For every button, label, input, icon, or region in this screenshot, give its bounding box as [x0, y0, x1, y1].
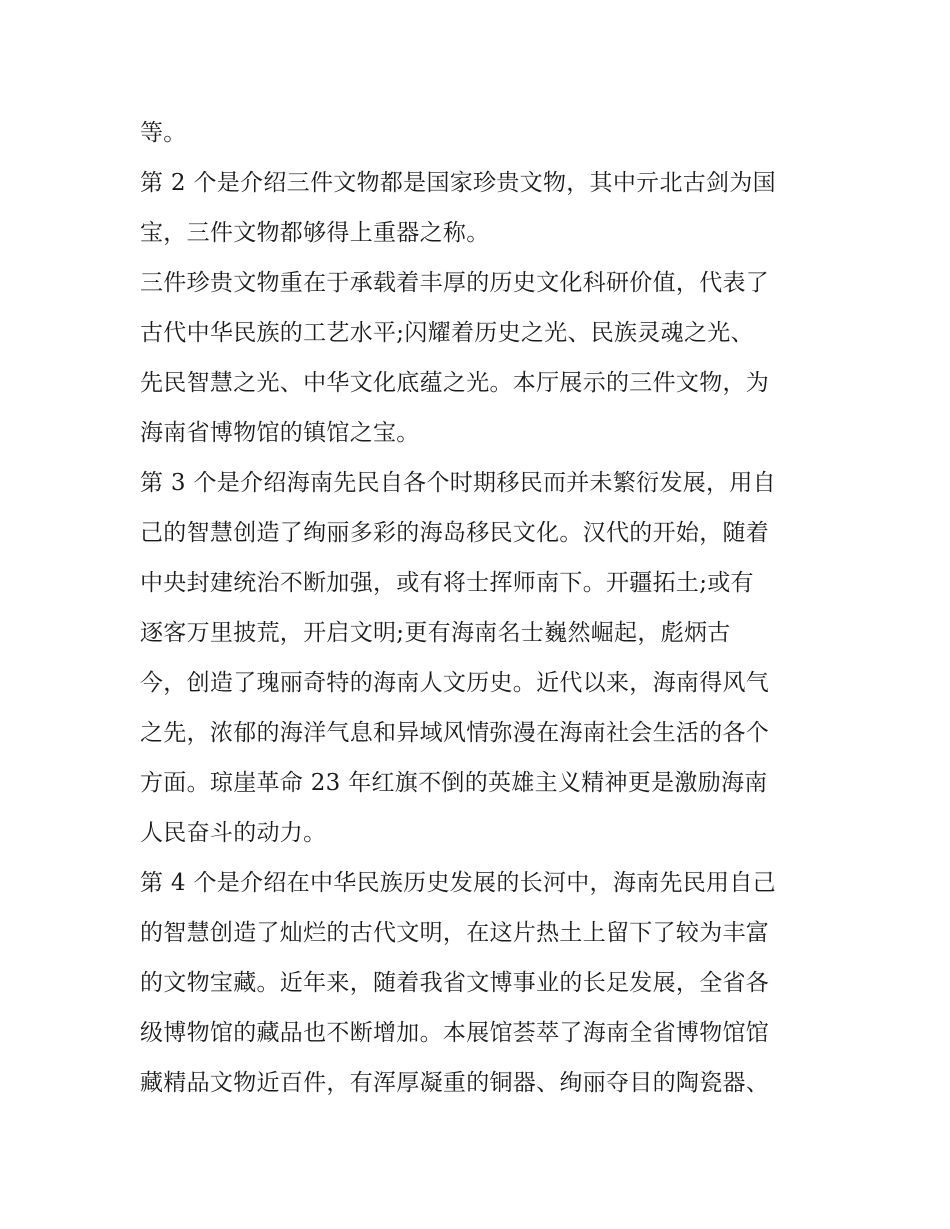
text-line: 古代中华民族的工艺水平;闪耀着历史之光、民族灵魂之光、	[140, 320, 754, 346]
text-line: 等。	[140, 120, 187, 146]
document-body	[140, 108, 820, 1108]
text-line: 的文物宝藏。近年来，随着我省文博事业的长足发展，全省各	[140, 970, 770, 996]
text-line: 宝，三件文物都够得上重器之称。	[140, 220, 490, 246]
text-line: 今，创造了瑰丽奇特的海南人文历史。近代以来，海南得风气	[140, 670, 770, 696]
text-line: 第 3 个是介绍海南先民自各个时期移民而并未繁衍发展，用自	[140, 470, 776, 496]
text-line: 级博物馆的藏品也不断增加。本展馆荟萃了海南全省博物馆馆	[140, 1020, 770, 1046]
text-line: 先民智慧之光、中华文化底蕴之光。本厅展示的三件文物，为	[140, 370, 770, 396]
text-line: 逐客万里披荒，开启文明;更有海南名士巍然崛起，彪炳古	[140, 620, 731, 646]
text-line: 己的智慧创造了绚丽多彩的海岛移民文化。汉代的开始，随着	[140, 520, 770, 546]
text-line: 人民奋斗的动力。	[140, 820, 327, 846]
text-line: 第 4 个是介绍在中华民族历史发展的长河中，海南先民用自己	[140, 870, 776, 896]
text-line: 之先，浓郁的海洋气息和异域风情弥漫在海南社会生活的各个	[140, 720, 770, 746]
text-line: 方面。琼崖革命 23 年红旗不倒的英雄主义精神更是激励海南	[140, 770, 768, 796]
text-line: 藏精品文物近百件，有浑厚凝重的铜器、绚丽夺目的陶瓷器、	[140, 1070, 770, 1096]
text-line: 的智慧创造了灿烂的古代文明，在这片热土上留下了较为丰富	[140, 920, 770, 946]
text-line: 中央封建统治不断加强，或有将士挥师南下。开疆拓土;或有	[140, 570, 754, 596]
text-line: 海南省博物馆的镇馆之宝。	[140, 420, 420, 446]
text-line: 第 2 个是介绍三件文物都是国家珍贵文物，其中亓北古剑为国	[140, 170, 776, 196]
text-line: 三件珍贵文物重在于承载着丰厚的历史文化科研价值，代表了	[140, 270, 770, 296]
